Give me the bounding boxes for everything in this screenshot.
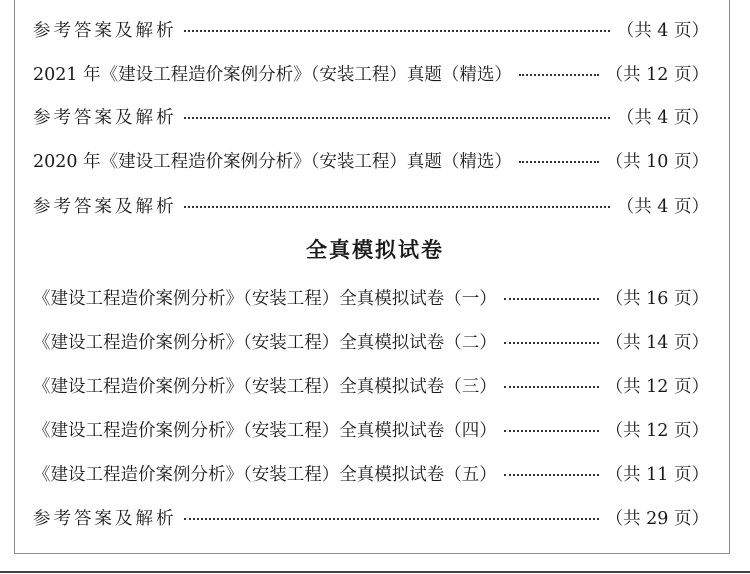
toc-entry[interactable] xyxy=(33,458,709,488)
bottom-rule xyxy=(0,571,750,573)
toc-entry-title: 《建设工程造价案例分析》（安装工程）全真模拟试卷（三） xyxy=(33,376,497,397)
section-heading: 全真模拟试卷 xyxy=(306,238,444,262)
toc-entry-pages: （共 10 页） xyxy=(605,151,709,172)
toc-entry-title: 《建设工程造价案例分析》（安装工程）全真模拟试卷（四） xyxy=(33,420,497,441)
toc-entry-pages: （共 4 页） xyxy=(616,196,709,217)
toc-entry-title: 《建设工程造价案例分析》（安装工程）全真模拟试卷（一） xyxy=(33,288,497,309)
toc-entry-pages: （共 12 页） xyxy=(605,376,709,397)
toc-entry-title: 《建设工程造价案例分析》（安装工程）全真模拟试卷（二） xyxy=(33,332,497,353)
toc-entry[interactable] xyxy=(33,282,709,312)
toc-entry-title: 参考答案及解析 xyxy=(33,107,177,128)
toc-entry[interactable] xyxy=(33,101,709,131)
toc-entry-pages: （共 12 页） xyxy=(605,420,709,441)
toc-leader-dots xyxy=(184,30,610,32)
toc-entry[interactable] xyxy=(33,370,709,400)
toc-leader-dots xyxy=(184,518,599,520)
toc-entry[interactable] xyxy=(33,326,709,356)
toc-entry[interactable] xyxy=(33,145,709,175)
toc-leader-dots xyxy=(504,298,599,300)
toc-entry[interactable] xyxy=(33,190,709,220)
toc-entry-pages: （共 12 页） xyxy=(605,64,709,85)
toc-entry[interactable] xyxy=(33,502,709,532)
toc-entry[interactable] xyxy=(33,414,709,444)
toc-leader-dots xyxy=(504,342,599,344)
toc-entry[interactable] xyxy=(33,58,709,88)
toc-entry-pages: （共 4 页） xyxy=(616,20,709,41)
toc-leader-dots xyxy=(519,161,599,163)
toc-leader-dots xyxy=(504,430,599,432)
toc-entry-pages: （共 16 页） xyxy=(605,288,709,309)
toc-entry-title: 2021 年《建设工程造价案例分析》（安装工程）真题（精选） xyxy=(33,64,512,85)
toc-entry-title: 《建设工程造价案例分析》（安装工程）全真模拟试卷（五） xyxy=(33,464,497,485)
toc-leader-dots xyxy=(519,74,599,76)
toc-leader-dots xyxy=(184,117,610,119)
toc-entry-pages: （共 4 页） xyxy=(616,107,709,128)
toc-entry-pages: （共 29 页） xyxy=(605,508,709,529)
toc-leader-dots xyxy=(504,386,599,388)
toc-leader-dots xyxy=(504,474,599,476)
toc-entry-title: 参考答案及解析 xyxy=(33,196,177,217)
toc-entry[interactable] xyxy=(33,14,709,44)
toc-entry-title: 2020 年《建设工程造价案例分析》（安装工程）真题（精选） xyxy=(33,151,512,172)
toc-entry-title: 参考答案及解析 xyxy=(33,508,177,529)
toc-entry-title: 参考答案及解析 xyxy=(33,20,177,41)
toc-entry-pages: （共 11 页） xyxy=(605,464,709,485)
toc-entry-pages: （共 14 页） xyxy=(605,332,709,353)
toc-leader-dots xyxy=(184,206,610,208)
